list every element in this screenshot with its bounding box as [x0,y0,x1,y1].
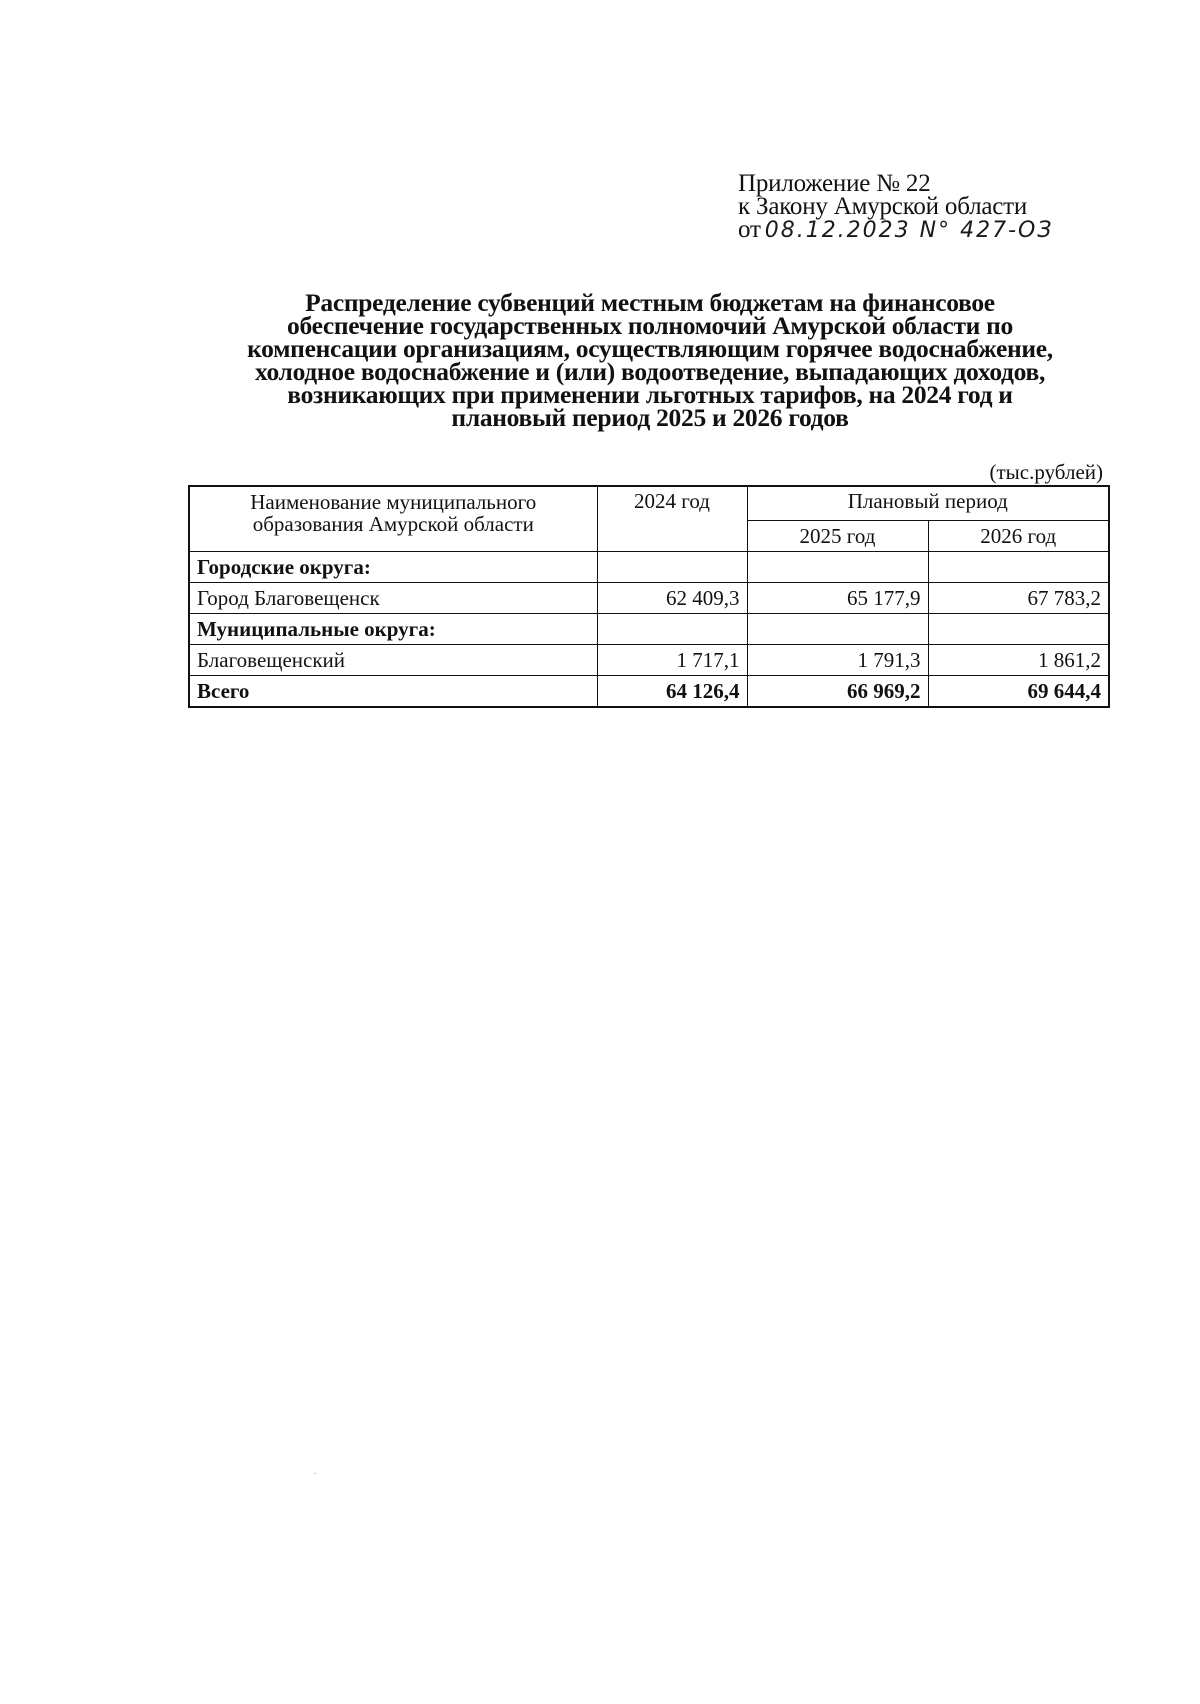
value-2026: 1 861,2 [928,645,1109,676]
header-2024: 2024 год [597,486,747,552]
value-2025: 1 791,3 [747,645,928,676]
appendix-reference [738,172,1053,242]
row-name: Городские округа: [189,552,597,583]
row-name: Город Благовещенск [189,583,597,614]
value-2025 [747,614,928,645]
value-2025 [747,552,928,583]
title-line: обеспечение государственных полномочий Амурской области по [287,311,1013,340]
header-planned-period: Плановый период [747,486,1109,521]
appendix-date-line [738,218,1053,242]
header-2026: 2026 год [928,521,1109,552]
appendix-law: к Закону Амурской области [738,193,1028,220]
table-header-row [189,486,1109,521]
appendix-number: Приложение № 22 [738,170,931,197]
value-2024: 64 126,4 [597,676,747,708]
title-line: возникающих при применении льготных тарифов, на 2024 год и [287,380,1013,409]
value-2024: 62 409,3 [597,583,747,614]
table-row [189,583,1109,614]
value-2026: 67 783,2 [928,583,1109,614]
table-total-row [189,676,1109,708]
value-2025: 66 969,2 [747,676,928,708]
title-line: компенсации организациям, осуществляющим горячее водоснабжение, [247,334,1053,363]
header-2025: 2025 год [747,521,928,552]
value-2026 [928,552,1109,583]
scan-speck [314,1473,316,1474]
appendix-date-prefix: от [738,216,761,243]
document-title [175,288,1125,432]
title-line: плановый период 2025 и 2026 годов [451,403,849,432]
row-name: Всего [189,676,597,708]
value-2026 [928,614,1109,645]
table-row [189,614,1109,645]
row-name: Муниципальные округа: [189,614,597,645]
title-line: холодное водоснабжение и (или) водоотведение, выпадающих доходов, [254,357,1046,386]
units-note: (тыс.рублей) [989,460,1103,484]
value-2025: 65 177,9 [747,583,928,614]
value-2026: 69 644,4 [928,676,1109,708]
title-line: Распределение субвенций местным бюджетам на финансовое [305,288,995,317]
table-row [189,552,1109,583]
value-2024 [597,552,747,583]
value-2024 [597,614,747,645]
value-2024: 1 717,1 [597,645,747,676]
table-row [189,645,1109,676]
handwritten-date-number: 08.12.2023 N° 427-ОЗ [764,218,1054,243]
header-name: Наименование муниципального образования Амурской области [189,486,597,552]
subsidy-table [188,485,1110,708]
row-name: Благовещенский [189,645,597,676]
